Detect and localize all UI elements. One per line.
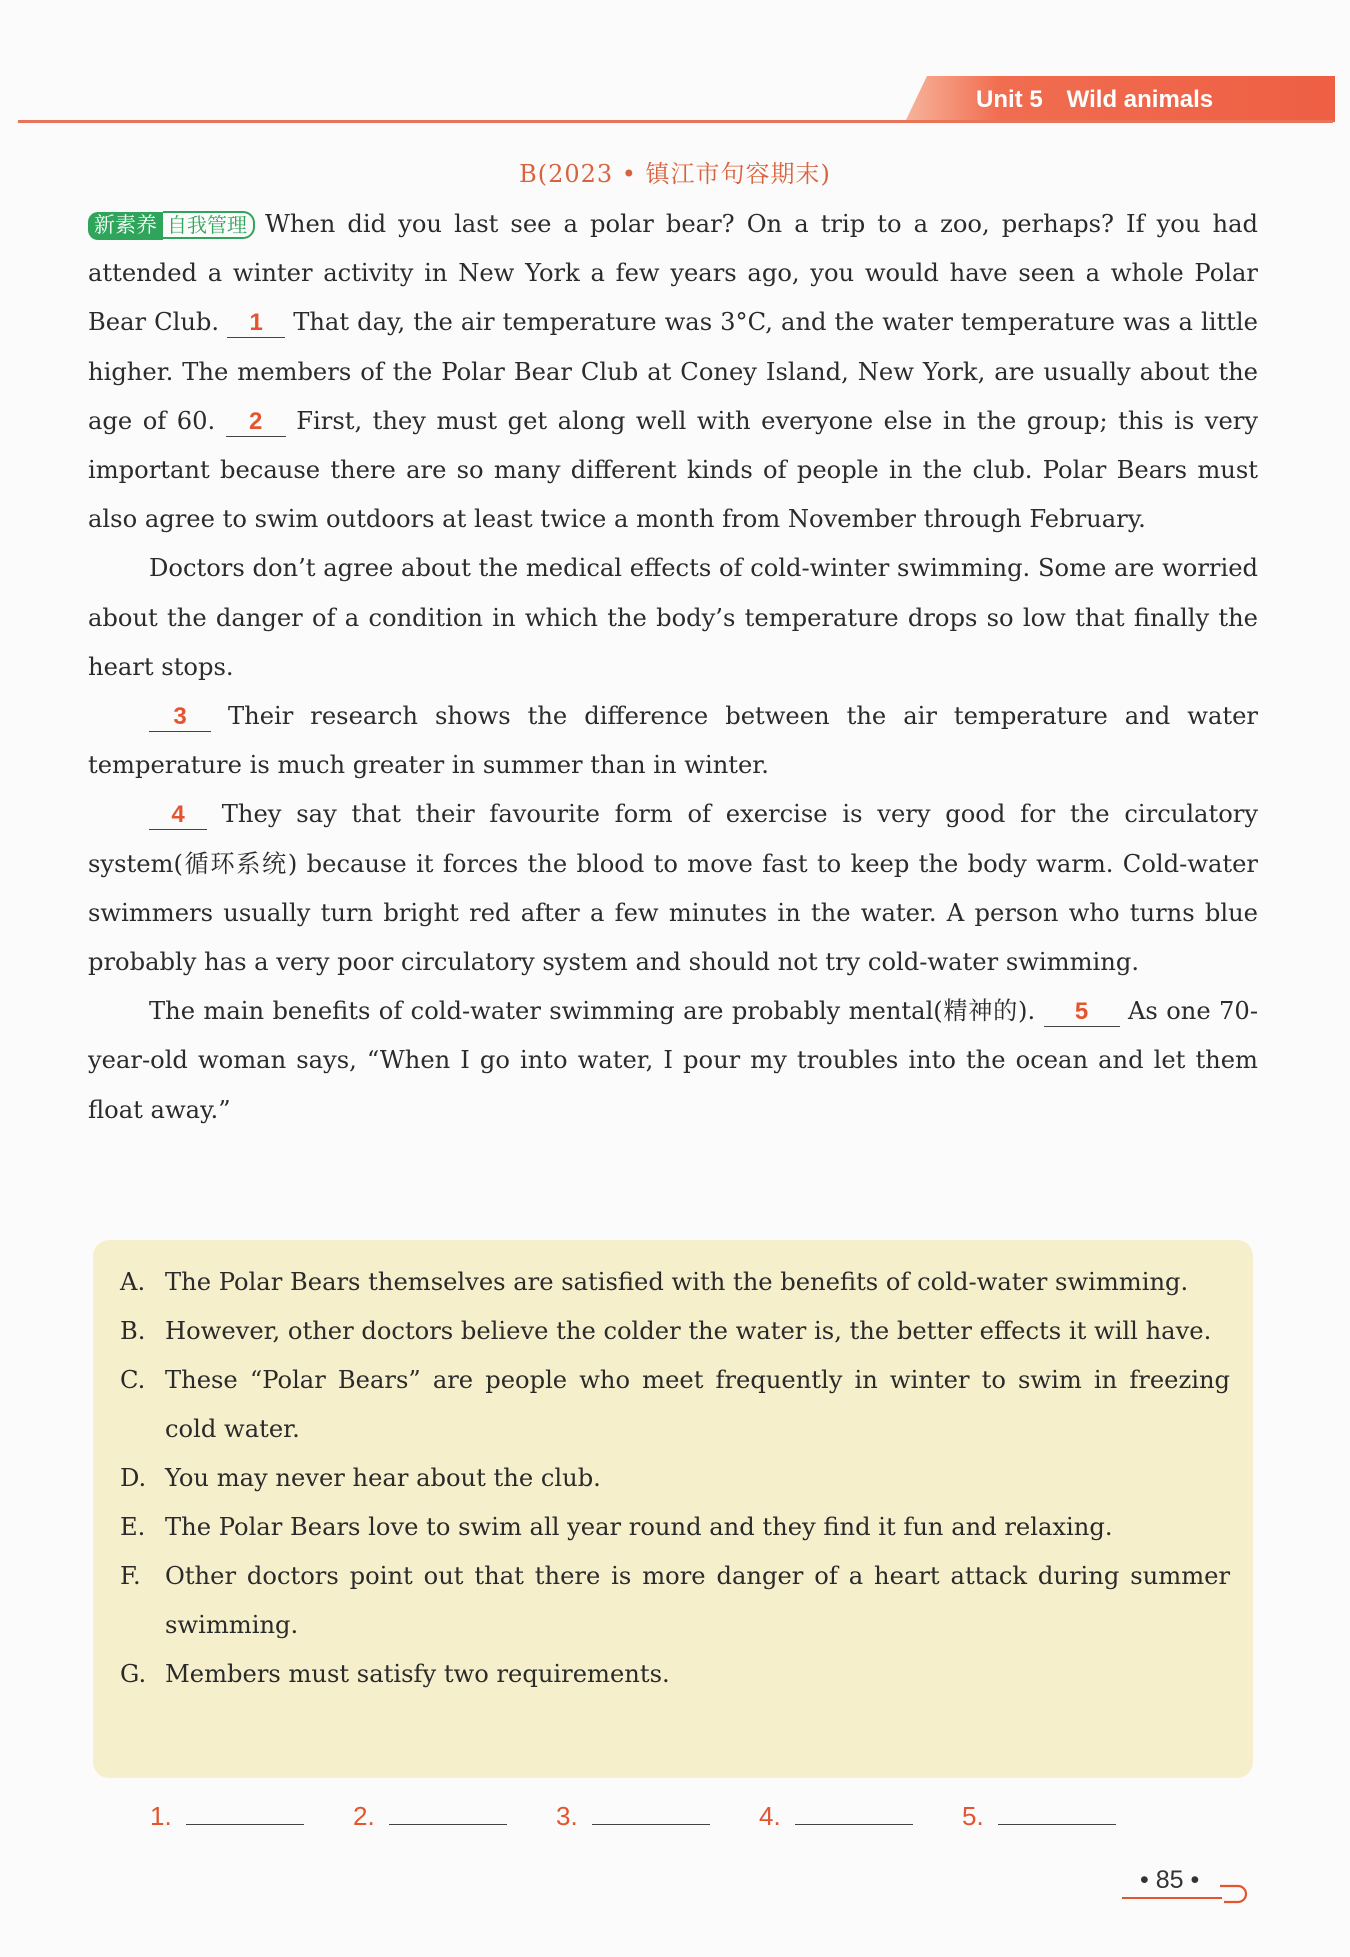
answer-line[interactable] bbox=[389, 1800, 507, 1825]
paragraph-5 bbox=[88, 987, 1258, 1135]
page-corner-arrow-icon bbox=[1218, 1880, 1248, 1904]
options-list bbox=[93, 1240, 1230, 1699]
answer-row bbox=[150, 1800, 1150, 1840]
blank-4[interactable]: 4 bbox=[149, 801, 207, 830]
option-text: Members must satisfy two requirements. bbox=[165, 1660, 670, 1688]
answer-label: 4. bbox=[759, 1801, 781, 1831]
paragraph-3-text: Their research shows the difference between the air temperature and water temperature is much greater in summer than in winter. bbox=[88, 702, 1258, 780]
paragraph-4 bbox=[88, 790, 1258, 987]
section-title: B(2023 • 镇江市句容期末) bbox=[519, 160, 831, 188]
option-letter: F. bbox=[120, 1562, 141, 1590]
option-letter: B. bbox=[120, 1317, 146, 1345]
answer-label: 1. bbox=[150, 1801, 172, 1831]
literacy-tag bbox=[88, 200, 255, 249]
paragraph-1-text-b: That day, the air temperature was 3°C, and the water temperature was a little higher. The members of the Polar Bear Club at Coney Island, New York, are usually about the age of 60. bbox=[88, 308, 1258, 435]
blank-2[interactable]: 2 bbox=[226, 408, 286, 437]
reading-passage bbox=[88, 200, 1258, 1135]
option-letter: A. bbox=[120, 1268, 146, 1296]
option-e bbox=[120, 1503, 1230, 1552]
answer-line[interactable] bbox=[592, 1800, 710, 1825]
paragraph-2: Doctors don’t agree about the medical effects of cold-winter swimming. Some are worried about the danger of a condition in which the body’s temperature drops so low that finally the heart stops. bbox=[88, 554, 1258, 681]
paragraph-5-text-a: The main benefits of cold-water swimming are probably mental(精神的). bbox=[149, 997, 1036, 1026]
option-text: The Polar Bears themselves are satisfied with the benefits of cold-water swimming. bbox=[165, 1268, 1189, 1296]
answer-slot-1[interactable] bbox=[150, 1800, 304, 1832]
options-box bbox=[93, 1240, 1253, 1778]
answer-slot-4[interactable] bbox=[759, 1800, 913, 1832]
tag-outline-label: 自我管理 bbox=[163, 211, 255, 239]
answer-label: 5. bbox=[962, 1801, 984, 1831]
option-text: You may never hear about the club. bbox=[165, 1464, 601, 1492]
paragraph-4-text: They say that their favourite form of exercise is very good for the circulatory system(循环系统) because it forces the blood to move fast to keep the body warm. Cold-water swimmers usually turn bright red after a few minutes in the water. A person who turns blue probably has a very poor circulatory system and should not try cold-water swimming. bbox=[88, 800, 1258, 977]
option-letter: G. bbox=[120, 1660, 147, 1688]
option-text: However, other doctors believe the colder the water is, the better effects it will have. bbox=[165, 1317, 1212, 1345]
answer-label: 3. bbox=[556, 1801, 578, 1831]
option-letter: C. bbox=[120, 1366, 146, 1394]
option-b bbox=[120, 1307, 1230, 1356]
option-a bbox=[120, 1258, 1230, 1307]
option-f bbox=[120, 1552, 1230, 1650]
paragraph-1 bbox=[88, 200, 1258, 544]
answer-slot-2[interactable] bbox=[353, 1800, 507, 1832]
tag-green-label: 新素养 bbox=[88, 212, 163, 240]
option-text: The Polar Bears love to swim all year round and they find it fun and relaxing. bbox=[165, 1513, 1113, 1541]
answer-slot-5[interactable] bbox=[962, 1800, 1116, 1832]
option-text: These “Polar Bears” are people who meet frequently in winter to swim in freezing cold water. bbox=[165, 1366, 1230, 1443]
answer-slot-3[interactable] bbox=[556, 1800, 710, 1832]
option-d bbox=[120, 1454, 1230, 1503]
option-letter: D. bbox=[120, 1464, 147, 1492]
unit-banner-text bbox=[976, 84, 1237, 116]
answer-label: 2. bbox=[353, 1801, 375, 1831]
unit-number: Unit 5 bbox=[976, 86, 1043, 113]
answer-line[interactable] bbox=[998, 1800, 1116, 1825]
paragraph-1-text-a: When did you last see a polar bear? On a trip to a zoo, perhaps? If you had attended a winter activity in New York a few years ago, you would have seen a whole Polar Bear Club. bbox=[88, 210, 1258, 337]
page-number-rule bbox=[1122, 1897, 1222, 1899]
blank-3[interactable]: 3 bbox=[149, 703, 211, 732]
paragraph-1-text-c: First, they must get along well with everyone else in the group; this is very important because there are so many different kinds of people in the club. Polar Bears must also agree to swim outdoors at least twice a month from November through February. bbox=[88, 406, 1258, 534]
paragraph-5-text-b: As one 70-year-old woman says, “When I go into water, I pour my troubles into the ocean and let them float away.” bbox=[88, 997, 1258, 1124]
blank-1[interactable]: 1 bbox=[227, 309, 285, 338]
option-g bbox=[120, 1650, 1230, 1699]
option-text: Other doctors point out that there is more danger of a heart attack during summer swimming. bbox=[165, 1562, 1230, 1639]
header-rule bbox=[18, 120, 1333, 123]
page-number: • 85 • bbox=[1140, 1866, 1200, 1894]
answer-line[interactable] bbox=[795, 1800, 913, 1825]
blank-5[interactable]: 5 bbox=[1044, 998, 1120, 1027]
unit-topic: Wild animals bbox=[1066, 86, 1214, 113]
option-c bbox=[120, 1356, 1230, 1454]
answer-line[interactable] bbox=[186, 1800, 304, 1825]
paragraph-3 bbox=[88, 692, 1258, 790]
option-letter: E. bbox=[120, 1513, 146, 1541]
